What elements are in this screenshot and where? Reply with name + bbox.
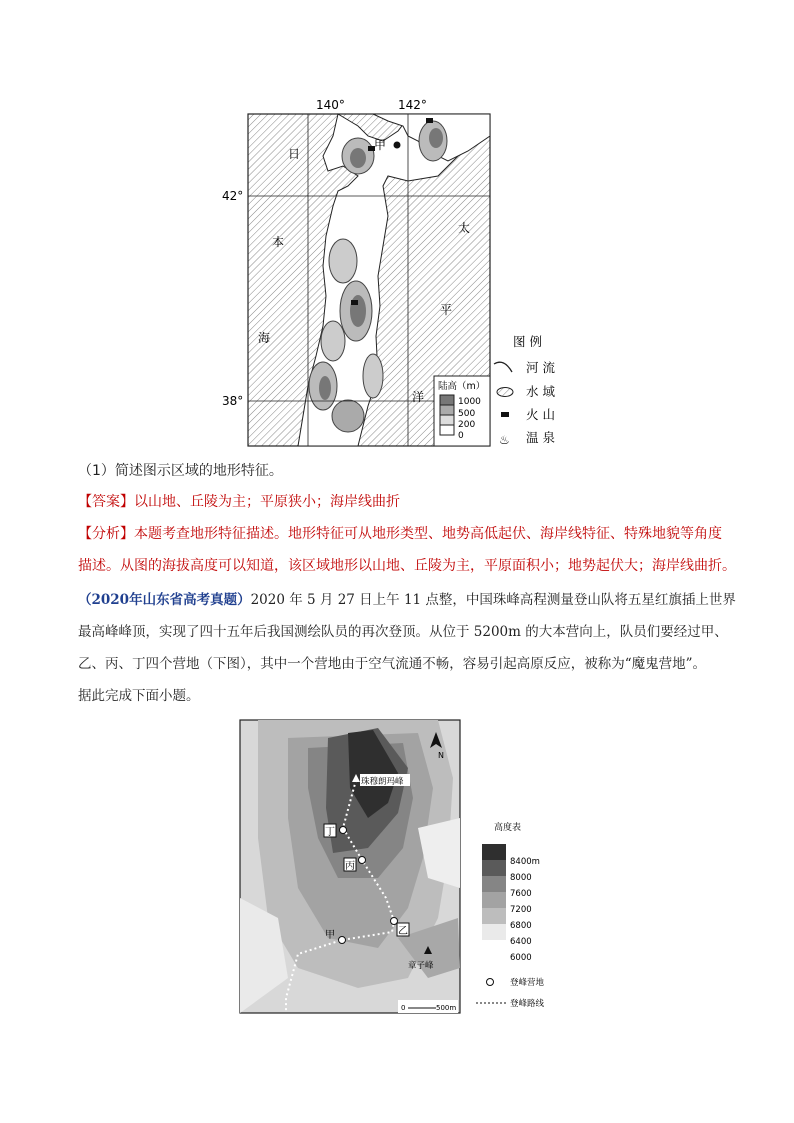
q2-source: （2020年山东省高考真题） [78,592,251,608]
river-icon [494,362,512,372]
lon-140: 140° [316,98,345,112]
svg-text:火 山: 火 山 [526,407,555,422]
jia-point [394,142,401,149]
svg-text:陆高（m）: 陆高（m） [438,381,486,392]
ocean-char-2: 平 [440,303,453,317]
water-icon [497,388,513,397]
lon-142: 142° [398,98,427,112]
q2-line-1 [78,590,736,610]
svg-text:200: 200 [458,420,476,430]
svg-text:7600: 7600 [510,889,532,899]
question-1: （1）简述图示区域的地形特征。 [78,463,283,479]
camp-ding-label: 丁 [325,827,335,838]
svg-text:500: 500 [458,409,476,419]
answer-tag: 【答案】 [78,494,134,510]
map-legend [494,334,555,447]
analysis-text-1: 本题考查地形特征描述。地形特征可从地形类型、地势高低起伏、海岸线特征、特殊地貌等角度 [134,526,722,542]
svg-text:水 域: 水 域 [526,384,555,399]
svg-text:7200: 7200 [510,905,532,915]
sea-char-2: 本 [272,235,285,249]
svg-text:0: 0 [458,431,464,441]
everest-map [238,718,588,1018]
sea-char-3: 海 [258,331,271,345]
volcano-icon [351,300,358,305]
tohoku-map [208,96,578,452]
svg-text:N: N [438,751,444,760]
camp-yi-point [391,918,398,925]
svg-text:6000: 6000 [510,953,532,963]
ocean-char-1: 太 [458,221,471,235]
volcano-icon [426,118,433,123]
analysis-line-2: 描述。从图的海拔高度可以知道，该区域地形以山地、丘陵为主，平原面积小；地势起伏大；海岸线曲折。 [78,558,736,574]
sea-char-1: 日 [288,147,301,161]
label-jia: 甲 [374,138,387,152]
lat-42: 42° [222,189,244,203]
changtse-label: 章子峰 [408,961,434,971]
svg-text:8000: 8000 [510,873,532,883]
answer-line [78,492,400,512]
camp-legend-icon [487,979,494,986]
q2-line-3: 乙、丙、丁四个营地（下图），其中一个营地由于空气流通不畅，容易引起高原反应，被称为“魔鬼营地”。 [78,656,707,672]
q2-line-4: 据此完成下面小题。 [78,688,200,704]
ocean-char-3: 洋 [412,390,425,404]
camp-yi-label: 乙 [398,926,408,937]
camp-bing-label: 丙 [345,861,355,872]
svg-text:图 例: 图 例 [513,334,542,349]
analysis-line-1 [78,524,722,544]
svg-text:登峰路线: 登峰路线 [510,999,545,1009]
height-legend [476,821,545,1009]
svg-text:河 流: 河 流 [526,360,555,375]
answer-text: 以山地、丘陵为主；平原狭小；海岸线曲折 [134,494,400,510]
elevation-legend [434,376,490,446]
svg-text:500m: 500m [436,1004,457,1012]
camp-jia-point [339,937,346,944]
svg-text:高度表: 高度表 [494,823,522,833]
svg-text:0: 0 [401,1004,406,1012]
svg-text:登峰营地: 登峰营地 [510,978,545,988]
svg-text:8400m: 8400m [510,857,540,867]
hot-spring-icon: ♨ [499,433,510,447]
camp-jia-label: 甲 [325,930,335,941]
q2-line-2: 最高峰峰顶，实现了四十五年后我国测绘队员的再次登顶。从位于 5200m 的大本营向上，队员们要经过甲、 [78,624,728,640]
lat-38: 38° [222,394,244,408]
everest-label: 珠穆朗玛峰 [361,777,404,787]
camp-ding-point [340,827,347,834]
svg-text:1000: 1000 [458,397,481,407]
camp-bing-point [359,857,366,864]
svg-text:6400: 6400 [510,937,532,947]
svg-text:温 泉: 温 泉 [526,430,555,445]
volcano-icon [501,412,509,417]
q2-line-1-text: 2020 年 5 月 27 日上午 11 点整，中国珠峰高程测量登山队将五星红旗插上世界 [250,592,736,608]
svg-text:6800: 6800 [510,921,532,931]
analysis-tag: 【分析】 [78,526,134,542]
